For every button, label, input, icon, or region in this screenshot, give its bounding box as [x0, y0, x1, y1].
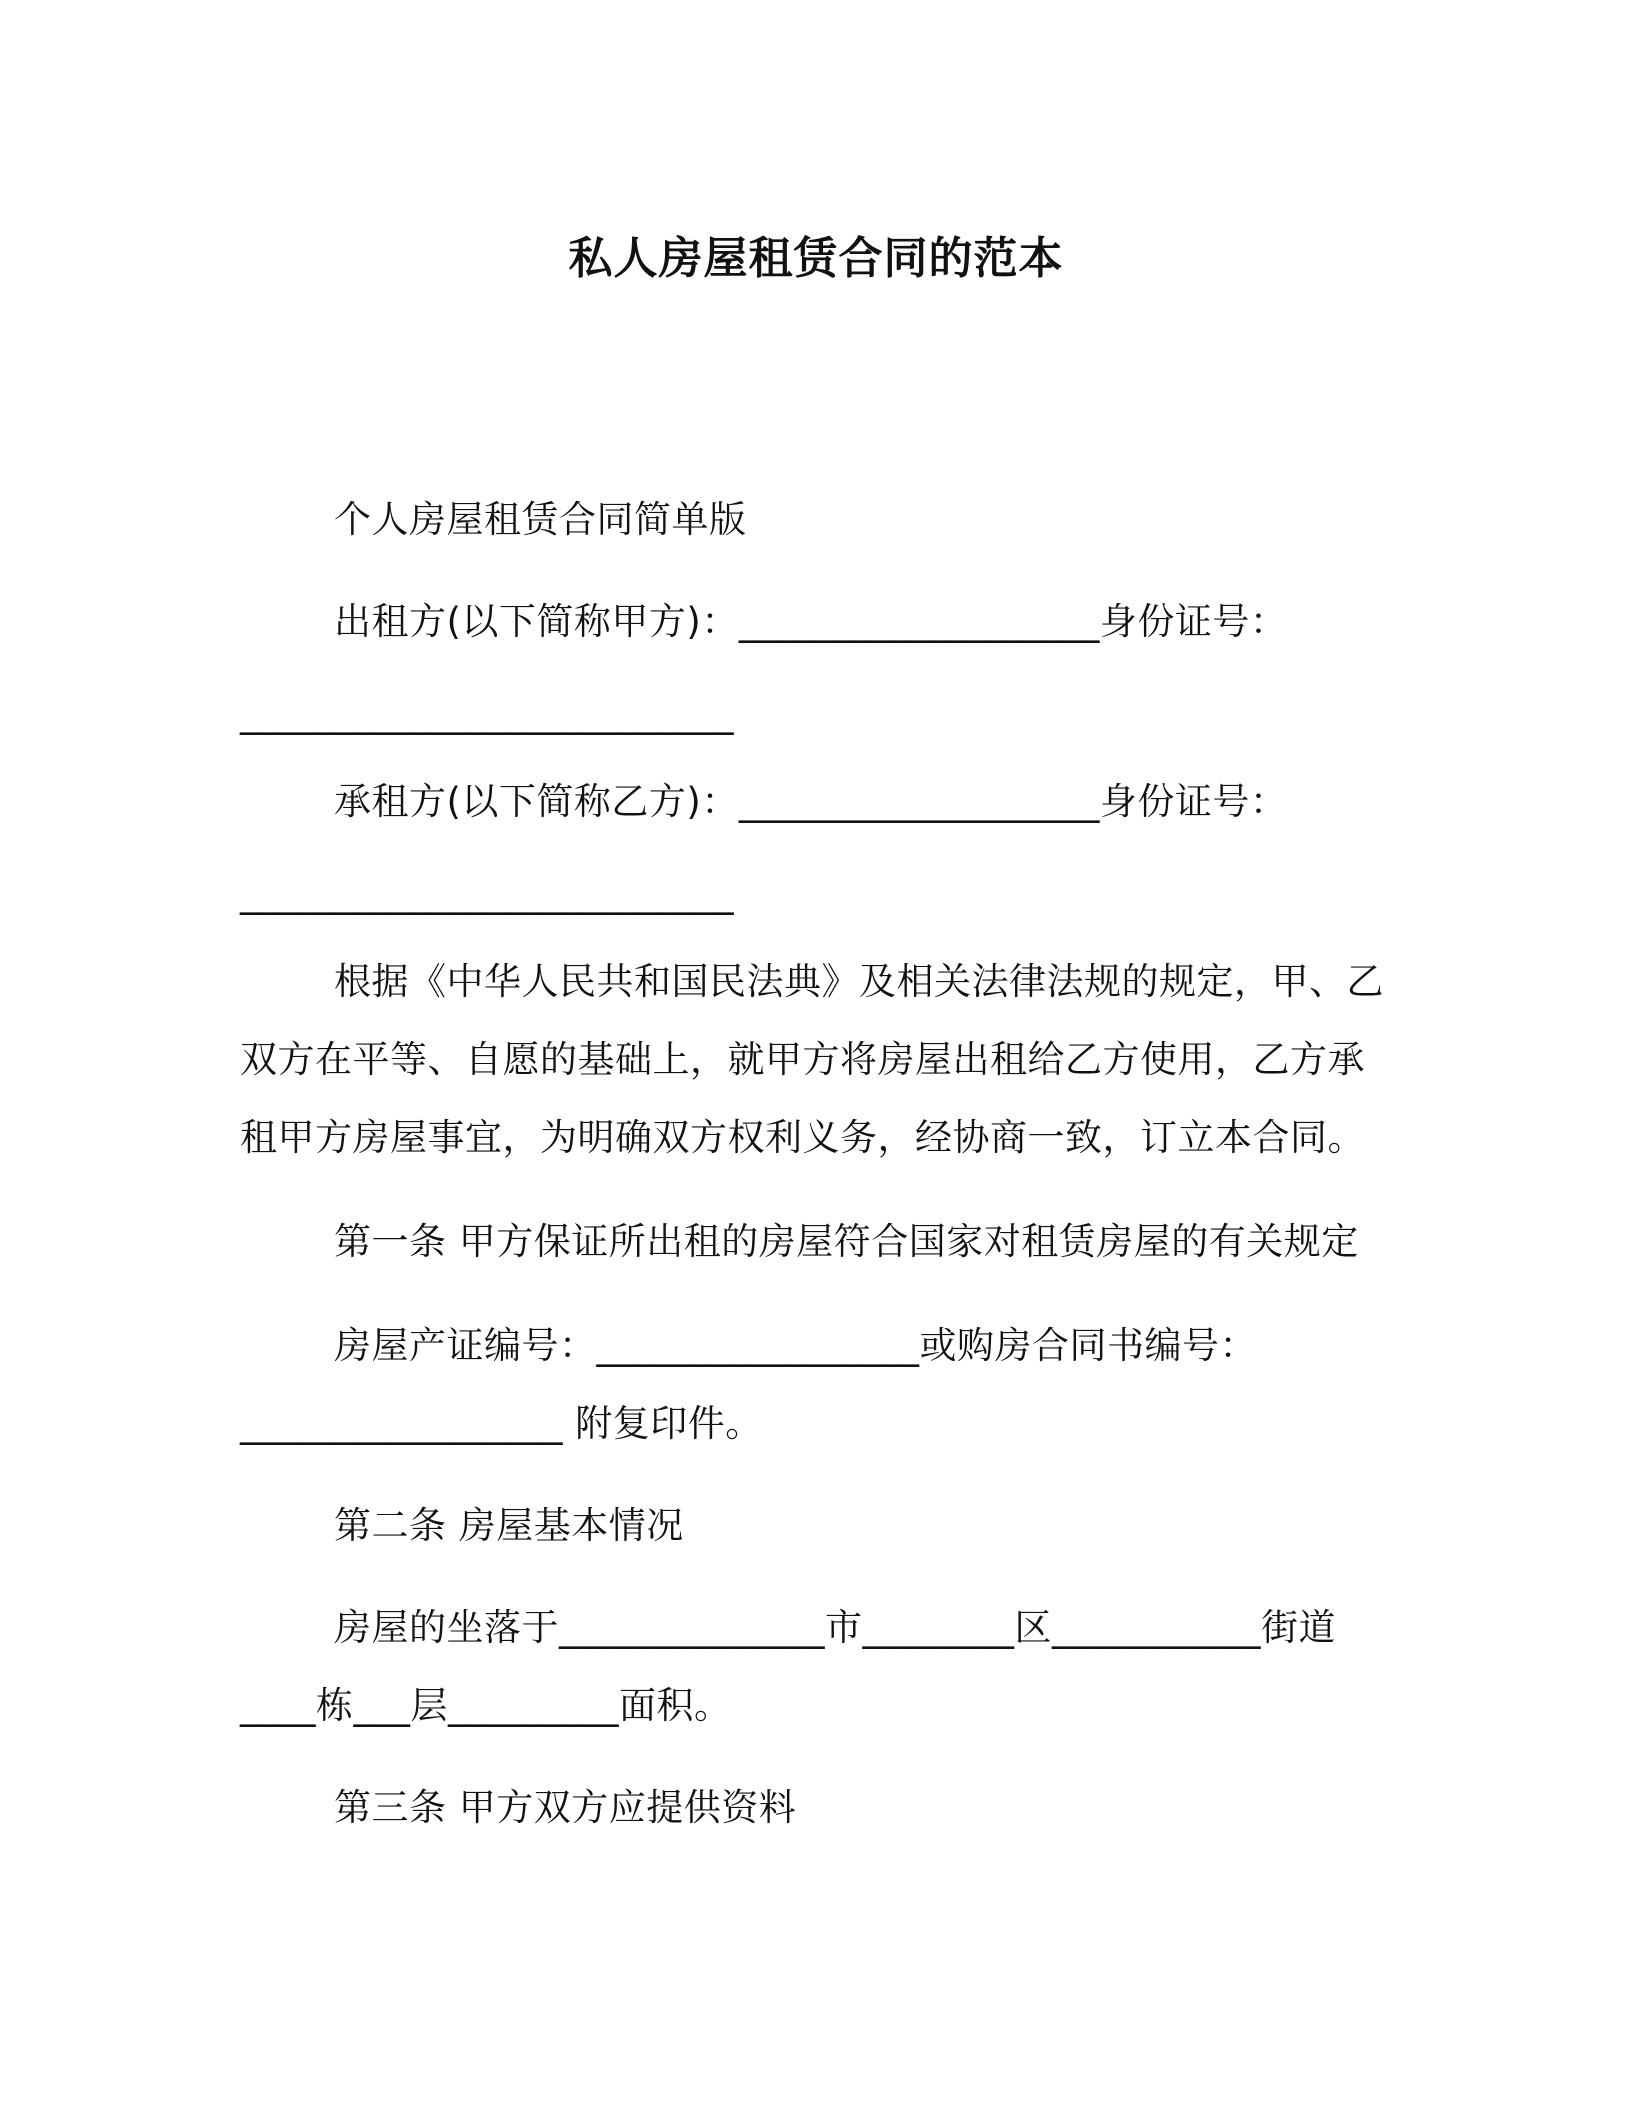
- article-1-heading: 第一条 甲方保证所出租的房屋符合国家对租赁房屋的有关规定: [334, 1220, 1359, 1263]
- preamble-line-3: 租甲方房屋事宜，为明确双方权利义务，经协商一致，订立本合同。: [240, 1116, 1365, 1159]
- preamble-line-2: 双方在平等、自愿的基础上，就甲方将房屋出租给乙方使用，乙方承: [240, 1038, 1365, 1081]
- document-title: 私人房屋租赁合同的范本: [568, 233, 1064, 284]
- property-building-line: ____栋___层_________面积。: [240, 1684, 732, 1727]
- lessor-line: 出租方(以下简称甲方)：___________________身份证号：: [334, 600, 1288, 643]
- property-cert-line: 房屋产证编号：_________________或购房合同书编号：: [334, 1324, 1257, 1367]
- article-3-heading: 第三条 甲方双方应提供资料: [334, 1786, 797, 1829]
- preamble-line-1: 根据《中华人民共和国民法典》及相关法律法规的规定，甲、乙: [334, 960, 1384, 1003]
- contract-subtitle: 个人房屋租赁合同简单版: [334, 498, 747, 541]
- lessee-id-blank: __________________________: [240, 872, 734, 915]
- lessee-line: 承租方(以下简称乙方)：___________________身份证号：: [334, 780, 1288, 823]
- property-location-line: 房屋的坐落于______________市________区___________街道: [334, 1606, 1336, 1649]
- lessor-id-blank: __________________________: [240, 692, 734, 735]
- property-cert-attachment: _________________ 附复印件。: [240, 1402, 763, 1445]
- article-2-heading: 第二条 房屋基本情况: [334, 1504, 684, 1547]
